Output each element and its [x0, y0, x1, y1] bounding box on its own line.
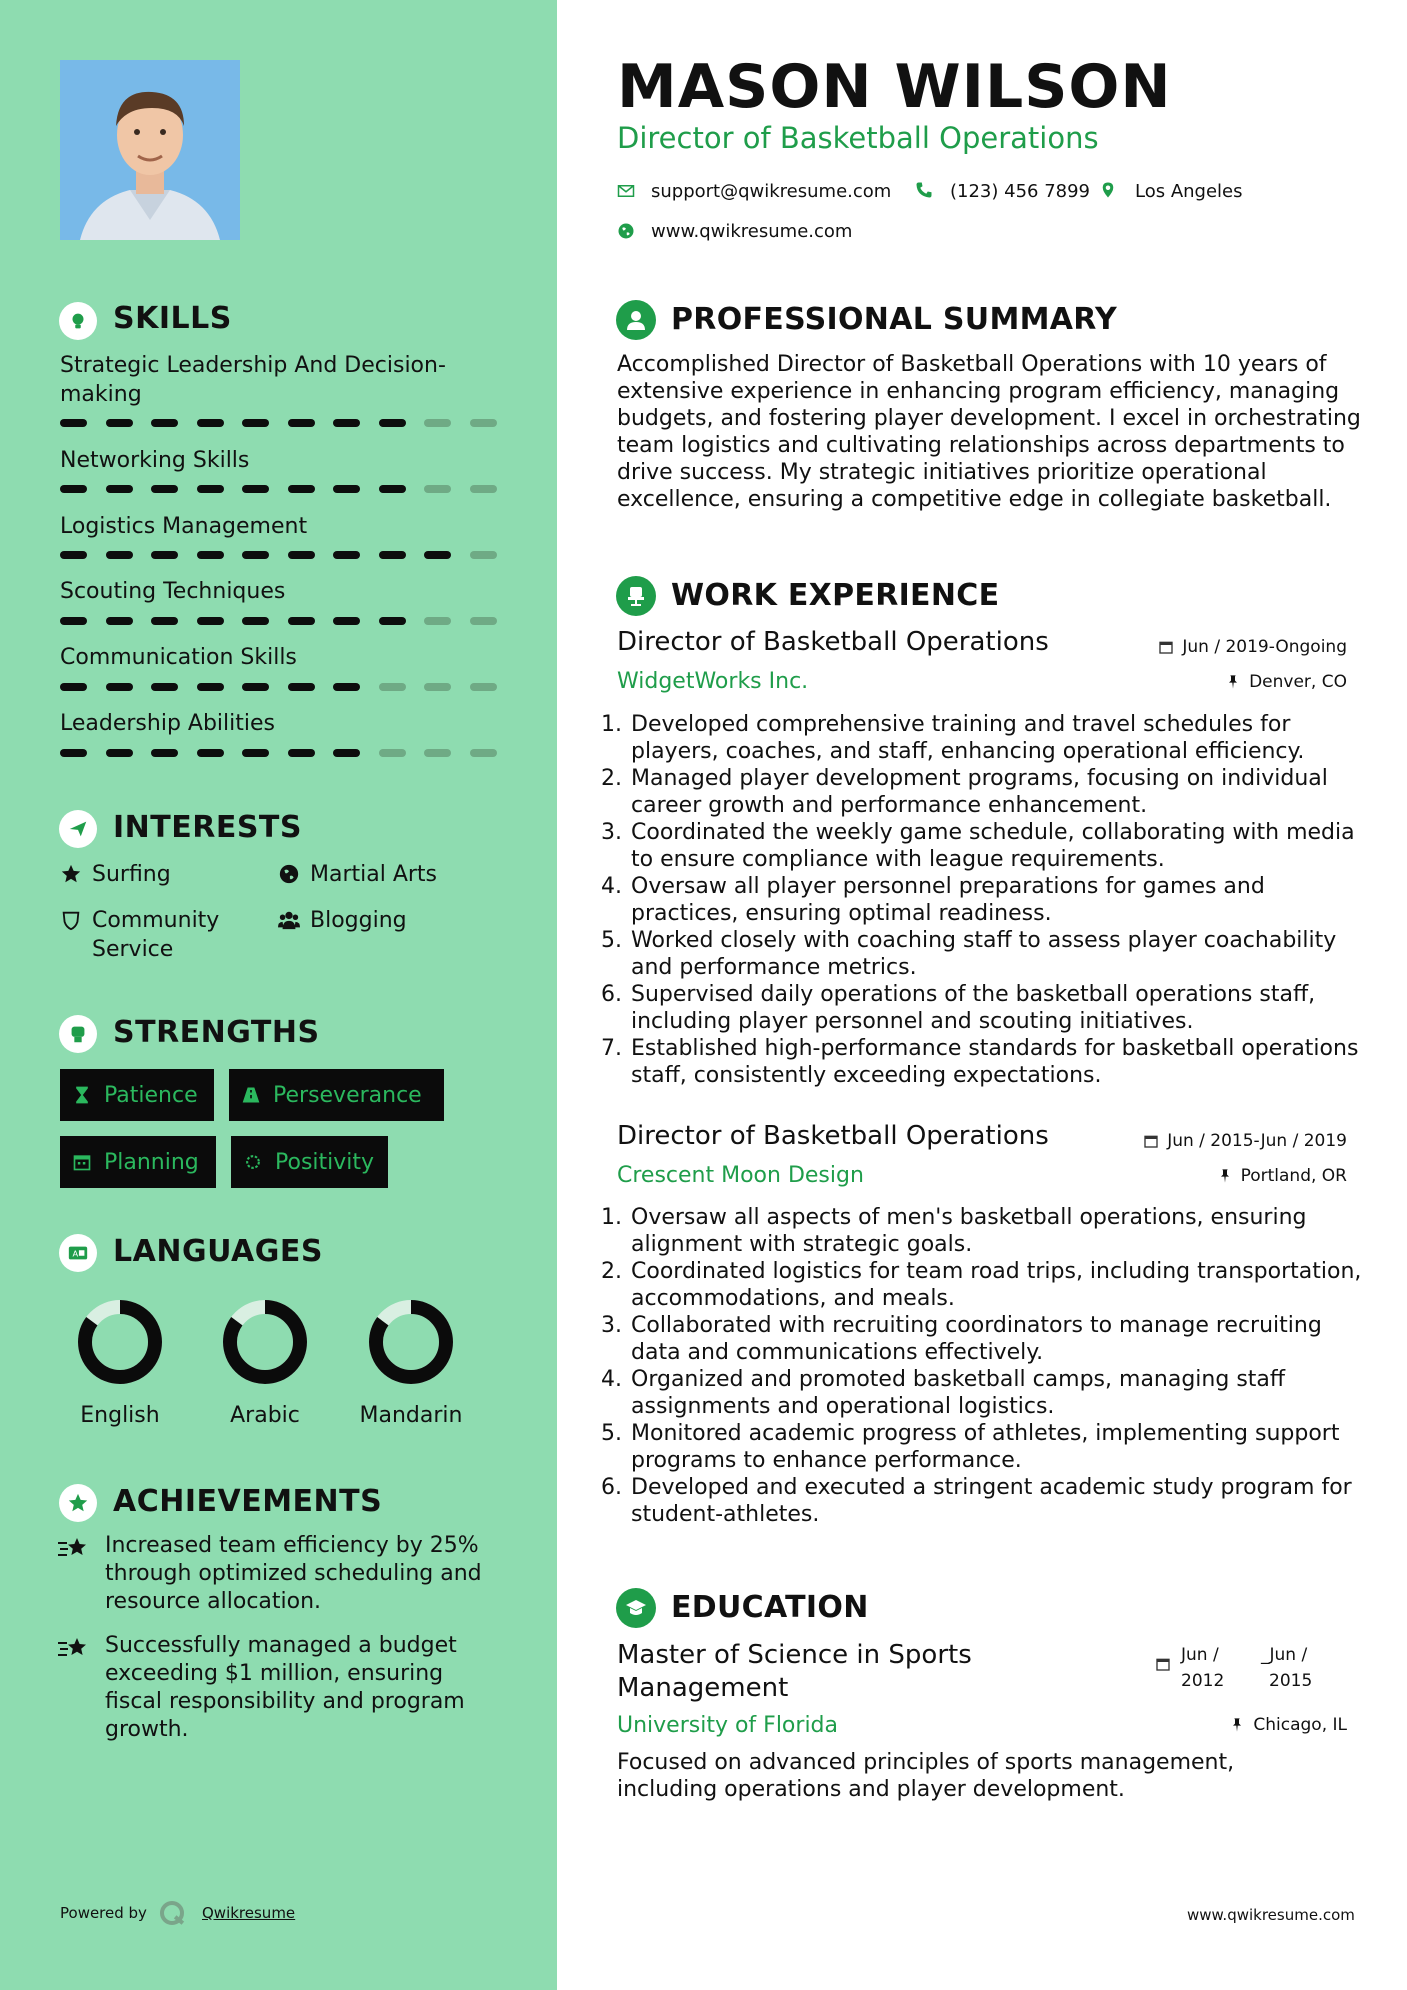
job-bullets — [607, 711, 1367, 1089]
skill-level-bar — [60, 485, 500, 493]
skill-dash — [333, 749, 360, 757]
skill-dash — [197, 485, 224, 493]
skill-dash — [60, 485, 87, 493]
pin-icon — [1229, 1717, 1245, 1733]
skill-name: Leadership Abilities — [60, 711, 275, 736]
lightbulb-icon — [59, 302, 97, 340]
achievements-title: ACHIEVEMENTS — [113, 1484, 383, 1519]
calendar-icon — [72, 1152, 92, 1172]
language-label: Mandarin — [359, 1403, 463, 1428]
interest-item — [278, 860, 518, 889]
job-dates-text: Jun / 2019-Ongoing — [1182, 637, 1347, 657]
job-dates — [997, 637, 1347, 657]
skill-dash — [106, 683, 133, 691]
language-ring — [75, 1297, 165, 1387]
globe-icon — [278, 863, 300, 885]
envelope-icon — [617, 182, 635, 200]
skill-name: Scouting Techniques — [60, 579, 286, 604]
svg-text:A: A — [72, 1248, 79, 1259]
skill-dash — [242, 485, 269, 493]
skill-dash — [379, 749, 406, 757]
school-name: University of Florida — [617, 1713, 838, 1738]
brand-link[interactable]: Qwikresume — [202, 1904, 296, 1922]
skill-dash — [379, 617, 406, 625]
job-title: Director of Basketball Operations — [617, 627, 1049, 657]
education-end-date — [1261, 1642, 1312, 1694]
strength-label: Perseverance — [273, 1082, 422, 1108]
skill-dash — [242, 749, 269, 757]
skill-dash — [197, 419, 224, 427]
summary-text: Accomplished Director of Basketball Operations with 10 years of extensive experience in enhancing program efficiency, managing budgets, and fostering player development. I excel in orchestrating team logistics and cultivating relationships across departments to drive success. My strategic initiatives prioritize operational excellence, ensuring a competitive edge in collegiate basketball. — [617, 352, 1361, 512]
skills-title: SKILLS — [113, 301, 232, 336]
degree-title: Master of Science in Sports Management — [617, 1640, 972, 1703]
skill-dash — [379, 683, 406, 691]
strengths-title: STRENGTHS — [113, 1015, 320, 1050]
job-bullet: 3. Coordinated the weekly game schedule, collaborating with media to ensure compliance with league requirements. — [629, 819, 1367, 873]
education-location-text: Chicago, IL — [1253, 1715, 1347, 1735]
company-name: WidgetWorks Inc. — [617, 669, 809, 694]
briefcase-chair-icon — [616, 576, 656, 616]
skill-dash — [242, 419, 269, 427]
qwikresume-logo-icon — [157, 1899, 187, 1929]
interest-label: Surfing — [92, 862, 171, 887]
skill-dash — [151, 419, 178, 427]
skill-dash — [106, 419, 133, 427]
job-bullet: 7. Established high-performance standards for basketball operations staff, consistently exceeding expectations. — [629, 1035, 1367, 1089]
skill-dash — [151, 683, 178, 691]
summary-title: PROFESSIONAL SUMMARY — [671, 302, 1118, 337]
strength-badge — [231, 1136, 388, 1188]
paper-plane-icon — [59, 810, 97, 848]
globe-icon — [617, 222, 635, 240]
skill-dash — [60, 683, 87, 691]
achievement-text: Successfully managed a budget exceeding $1 million, ensuring fiscal responsibility and program growth. — [105, 1633, 465, 1742]
skill-dash — [197, 749, 224, 757]
job-bullet: 2. Coordinated logistics for team road trips, including transportation, accommodations, and meals. — [629, 1258, 1367, 1312]
skill-dash — [288, 551, 315, 559]
language-label: English — [80, 1403, 160, 1428]
skill-dash — [242, 617, 269, 625]
skill-level-bar — [60, 551, 500, 559]
skill-dash — [288, 617, 315, 625]
skill-dash — [470, 419, 497, 427]
skill-dash — [470, 617, 497, 625]
strength-badge — [60, 1069, 214, 1121]
skill-dash — [333, 419, 360, 427]
interest-item — [60, 906, 260, 964]
company-name: Crescent Moon Design — [617, 1163, 864, 1188]
job-location-text: Denver, CO — [1249, 672, 1347, 692]
skill-dash — [333, 683, 360, 691]
sun-icon — [243, 1152, 263, 1172]
interests-title: INTERESTS — [113, 810, 302, 845]
skill-dash — [333, 551, 360, 559]
skill-level-bar — [60, 749, 500, 757]
skill-dash — [333, 617, 360, 625]
skill-dash — [424, 617, 451, 625]
fist-icon — [59, 1015, 97, 1053]
skill-dash — [288, 683, 315, 691]
location-text: Los Angeles — [1135, 181, 1243, 202]
education-start-year: 2012 — [1181, 1671, 1225, 1691]
footer-website-link[interactable]: www.qwikresume.com — [1187, 1906, 1355, 1924]
language-ring — [220, 1297, 310, 1387]
job-bullet: 5. Monitored academic progress of athletes, implementing support programs to enhance performance. — [629, 1420, 1367, 1474]
skill-dash — [60, 551, 87, 559]
achievement-text: Increased team efficiency by 25% through optimized scheduling and resource allocation. — [105, 1533, 482, 1614]
star-icon — [60, 863, 82, 885]
skill-dash — [379, 485, 406, 493]
job-location — [997, 1166, 1347, 1186]
road-icon — [241, 1085, 261, 1105]
candidate-name: MASON WILSON — [617, 52, 1172, 122]
shooting-star-icon — [58, 1536, 90, 1564]
pin-icon — [1225, 674, 1241, 690]
skill-name: Strategic Leadership And Decision-making — [60, 353, 446, 407]
skill-dash — [470, 485, 497, 493]
skill-dash — [197, 617, 224, 625]
location-pin-icon — [1099, 181, 1117, 199]
shooting-star-icon — [58, 1636, 90, 1664]
strength-badge — [60, 1136, 216, 1188]
strength-label: Positivity — [275, 1149, 375, 1175]
skill-dash — [379, 419, 406, 427]
strength-label: Planning — [104, 1149, 199, 1175]
job-bullet: 4. Organized and promoted basketball camps, managing staff assignments and operational logistics. — [629, 1366, 1367, 1420]
candidate-title: Director of Basketball Operations — [617, 121, 1099, 155]
education-end-year: 2015 — [1269, 1671, 1313, 1691]
language-label: Arabic — [230, 1403, 300, 1428]
skill-dash — [288, 485, 315, 493]
skill-dash — [470, 683, 497, 691]
skill-dash — [242, 683, 269, 691]
job-bullet: 2. Managed player development programs, focusing on individual career growth and performance enhancement. — [629, 765, 1367, 819]
skill-dash — [379, 551, 406, 559]
skill-dash — [424, 551, 451, 559]
job-dates-text: Jun / 2015-Jun / 2019 — [1167, 1131, 1347, 1151]
email-link[interactable]: support@qwikresume.com — [651, 181, 892, 202]
skill-dash — [60, 419, 87, 427]
skill-dash — [424, 749, 451, 757]
skill-dash — [106, 749, 133, 757]
skill-dash — [151, 485, 178, 493]
education-end-month: _Jun / — [1261, 1645, 1308, 1665]
phone-number: (123) 456 7899 — [950, 181, 1091, 202]
main-content — [557, 0, 1407, 1990]
language-ring — [366, 1297, 456, 1387]
calendar-icon — [1158, 639, 1174, 655]
job-bullet: 4. Oversaw all player personnel preparations for games and practices, ensuring optimal readiness. — [629, 873, 1367, 927]
experience-title: WORK EXPERIENCE — [671, 578, 1000, 613]
skill-dash — [242, 551, 269, 559]
skill-dash — [424, 419, 451, 427]
website-link[interactable]: www.qwikresume.com — [651, 221, 853, 242]
skill-dash — [470, 749, 497, 757]
job-bullet: 5. Worked closely with coaching staff to assess player coachability and performance metrics. — [629, 927, 1367, 981]
calendar-icon — [1143, 1133, 1159, 1149]
sidebar — [0, 0, 557, 1990]
skill-name: Networking Skills — [60, 448, 250, 473]
skill-dash — [151, 749, 178, 757]
job-bullet: 3. Collaborated with recruiting coordinators to manage recruiting data and communications effectively. — [629, 1312, 1367, 1366]
job-bullets — [607, 1204, 1367, 1528]
skill-dash — [288, 419, 315, 427]
shield-icon — [60, 909, 82, 931]
skill-dash — [151, 551, 178, 559]
skill-dash — [106, 617, 133, 625]
skill-dash — [60, 749, 87, 757]
education-description: Focused on advanced principles of sports management, including operations and player development. — [617, 1750, 1235, 1802]
skill-name: Communication Skills — [60, 645, 297, 670]
hourglass-icon — [72, 1085, 92, 1105]
skill-dash — [333, 485, 360, 493]
graduation-icon — [616, 1588, 656, 1628]
education-start-date — [1181, 1642, 1224, 1694]
skill-dash — [151, 617, 178, 625]
job-location-text: Portland, OR — [1240, 1166, 1347, 1186]
skill-level-bar — [60, 683, 500, 691]
powered-by-label: Powered by — [60, 1904, 147, 1922]
profile-photo — [60, 60, 240, 240]
phone-icon — [915, 181, 933, 199]
job-bullet: 6. Supervised daily operations of the basketball operations staff, including player personnel and scouting initiatives. — [629, 981, 1367, 1035]
education-title: EDUCATION — [671, 1590, 869, 1625]
interest-label: Community Service — [92, 908, 220, 962]
star-badge-icon — [59, 1484, 97, 1522]
skill-dash — [60, 617, 87, 625]
skill-dash — [288, 749, 315, 757]
skill-dash — [424, 683, 451, 691]
skill-level-bar — [60, 419, 500, 427]
job-bullet: 1. Developed comprehensive training and travel schedules for players, coaches, and staff, enhancing operational efficiency. — [629, 711, 1367, 765]
interest-label: Martial Arts — [310, 862, 438, 887]
skill-dash — [106, 485, 133, 493]
job-bullet: 6. Developed and executed a stringent academic study program for student-athletes. — [629, 1474, 1367, 1528]
skill-dash — [197, 551, 224, 559]
interest-label: Blogging — [310, 908, 407, 933]
language-icon — [59, 1234, 97, 1272]
job-dates — [997, 1131, 1347, 1151]
pin-icon — [1217, 1168, 1233, 1184]
education-location — [997, 1715, 1347, 1735]
skill-dash — [424, 485, 451, 493]
strength-label: Patience — [104, 1082, 198, 1108]
calendar-icon — [1155, 1656, 1171, 1672]
skill-level-bar — [60, 617, 500, 625]
skill-dash — [197, 683, 224, 691]
users-icon — [278, 909, 300, 931]
skill-dash — [106, 551, 133, 559]
strength-badge — [229, 1069, 444, 1121]
job-title: Director of Basketball Operations — [617, 1121, 1049, 1151]
job-bullet: 1. Oversaw all aspects of men's basketball operations, ensuring alignment with strategic goals. — [629, 1204, 1367, 1258]
education-start-month: Jun / — [1181, 1645, 1219, 1665]
skill-dash — [470, 551, 497, 559]
languages-title: LANGUAGES — [113, 1234, 323, 1269]
user-icon — [616, 300, 656, 340]
job-location — [997, 672, 1347, 692]
skill-name: Logistics Management — [60, 514, 308, 539]
interest-item — [60, 860, 260, 889]
interest-item — [278, 906, 518, 935]
